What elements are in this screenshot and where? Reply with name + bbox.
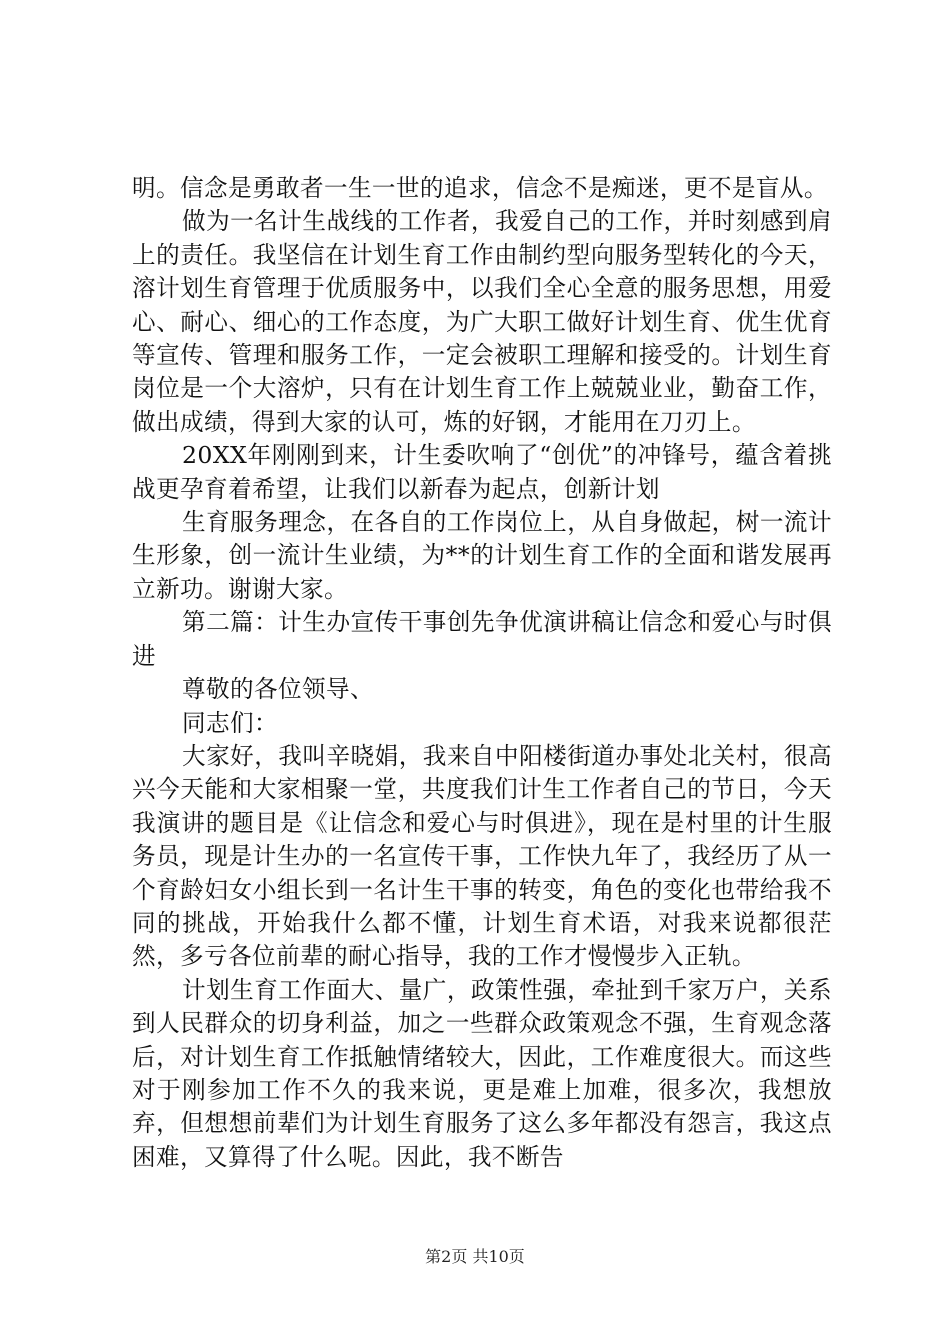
paragraph-3: 20XX年刚刚到来，计生委吹响了“创优”的冲锋号，蕴含着挑战更孕育着希望，让我们以新春为起点，创新计划	[132, 441, 832, 503]
salutation-line-1: 尊敬的各位领导、	[182, 675, 374, 704]
paragraph-intro: 大家好，我叫辛晓娟，我来自中阳楼街道办事处北关村，很高兴今天能和大家相聚一堂，共度我们计生工作者自己的节日，今天我演讲的题目是《让信念和爱心与时俱进》，现在是村里的计生服务员，现是计生办的一名宣传干事，工作快九年了，我经历了从一个育龄妇女小组长到一名计生干事的转变，角色的变化也带给我不同的挑战，开始我什么都不懂，计划生育术语，对我来说都很茫然，多亏各位前辈的耐心指导，我的工作才慢慢步入正轨。	[132, 741, 832, 971]
page-footer: 第2页 共10页	[425, 1247, 525, 1266]
paragraph-work: 计划生育工作面大、量广，政策性强，牵扯到千家万户，关系到人民群众的切身利益，加之一些群众政策观念不强，生育观念落后，对计划生育工作抵触情绪较大，因此，工作难度很大。而这些对于刚参加工作不久的我来说，更是难上加难，很多次，我想放弃，但想想前辈们为计划生育服务了这么多年都没有怨言，我这点困难，又算得了什么呢。因此，我不断告	[132, 975, 832, 1171]
document-body	[132, 172, 832, 1174]
salutation-line-2: 同志们：	[182, 708, 278, 737]
section-heading: 第二篇：计生办宣传干事创先争优演讲稿让信念和爱心与时俱进	[132, 608, 832, 670]
paragraph-4: 生育服务理念，在各自的工作岗位上，从自身做起，树一流计生形象，创一流计生业绩，为**的计划生育工作的全面和谐发展再立新功。谢谢大家。	[132, 508, 832, 603]
paragraph-2: 做为一名计生战线的工作者，我爱自己的工作，并时刻感到肩上的责任。我坚信在计划生育工作由制约型向服务型转化的今天，溶计划生育管理于优质服务中，以我们全心全意的服务思想，用爱心、耐心、细心的工作态度，为广大职工做好计划生育、优生优育等宣传、管理和服务工作，一定会被职工理解和接受的。计划生育岗位是一个大溶炉，只有在计划生育工作上兢兢业业，勤奋工作，做出成绩，得到大家的认可，炼的好钢，才能用在刀刃上。	[132, 207, 832, 436]
paragraph-1: 明。信念是勇敢者一生一世的追求，信念不是痴迷，更不是盲从。	[132, 174, 828, 202]
